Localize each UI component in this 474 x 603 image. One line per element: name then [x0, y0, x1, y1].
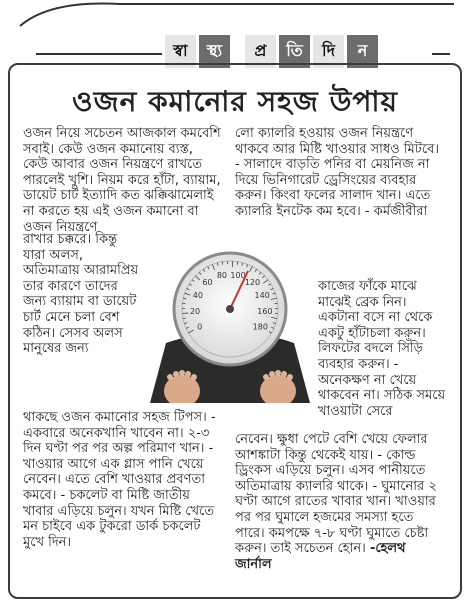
- header-curve: [0, 0, 474, 30]
- dial-number: 180: [252, 322, 268, 332]
- dial-number: 60: [202, 278, 213, 288]
- bathroom-scale-photo: [144, 251, 316, 403]
- article-text-right-bottom: [235, 432, 445, 572]
- dial-number: 20: [189, 307, 201, 317]
- header-letter-5: দি: [313, 35, 344, 68]
- article-source: -হেলথ জার্নাল: [235, 541, 406, 572]
- dial-number: 140: [254, 291, 270, 301]
- dial-number: 80: [216, 270, 228, 280]
- dial-number: 160: [257, 307, 273, 317]
- left-foot: [164, 370, 200, 403]
- dial-number: 0: [197, 322, 203, 332]
- header-letter-2: স্থ্য: [199, 35, 230, 68]
- dial-number: 100: [230, 270, 246, 280]
- article-text-right-narrow: কাজের ফাঁকে মাঝে মাঝেই ব্রেক নিন। একটানা বসে না থেকে একটু হাঁটাচলা করুন। লিফটের বদলে সিঁড়ি ব্যবহার করুন। - অনেকক্ষণ না খেয়ে থাকবেন না। সঠিক সময়ে খাওয়াটা সেরে: [318, 279, 446, 419]
- header-letter-3: প্র: [245, 35, 276, 68]
- article-text-right-bottom-body: নেবেন। ক্ষুধা পেটে বেশি খেয়ে ফেলার আশঙ্কাটা কিন্তু থেকেই যায়। - কোল্ড ড্রিংকস এড়িয়ে চলুন। এসব পানীয়তে অতিমাত্রায় ক্যালরি থাকে। - ঘুমানোর ২ ঘণ্টা আগে রাতের খাবার খান। খাওয়ার পর পর ঘুমালে হজমের সমস্যা হতে পারে। কমপক্ষে ৭-৮ ঘণ্টা ঘুমাতে চেষ্টা করুন। তাই সচেতন হোন।: [235, 432, 437, 557]
- header-letter-4: তি: [279, 35, 310, 68]
- header-rule-left: [36, 53, 162, 55]
- dial-number: 40: [192, 291, 203, 301]
- dial-number: 120: [244, 278, 261, 288]
- article-text-left-top: ওজন নিয়ে সচেতন আজকাল কমবেশি সবাই। কেউ ওজন কমানোয় ব্যস্ত, কেউ আবার ওজন নিয়ন্ত্রণে রাখতে পারলেই খুশি। নিয়ম করে হাঁটা, ব্যায়াম, ডায়েট চার্ট ইত্যাদি কত ঝক্কিঝামেলাই না করতে হয় এই ওজন কমানো বা ওজন নিয়ন্ত্রণে: [23, 126, 221, 235]
- header-letter-1: স্বা: [165, 35, 196, 68]
- article-text-left-bottom: থাকছে ওজন কমানোর সহজ টিপস। - একবারে অনেকখানি খাবেন না। ২-৩ দিন ঘণ্টা পর পর অল্প পরিমাণ খান। - খাওয়ার আগে এক গ্লাস পানি খেয়ে নেবেন। এতে বেশি খাওয়ার প্রবণতা কমবে। - চকলেট বা মিষ্টি জাতীয় খাবার এড়িয়ে চলুন। যখন মিষ্টি খেতে মন চাইবে এক টুকরো ডার্ক চকলেট মুখে দিন।: [23, 410, 216, 550]
- header-rule-right: [432, 53, 450, 55]
- right-foot: [260, 370, 296, 403]
- dial-tick: [182, 313, 188, 314]
- article-headline: ওজন কমানোর সহজ উপায়: [71, 85, 399, 118]
- header-letter-6: ন: [347, 35, 378, 68]
- article-text-right-top: লো ক্যালরি হওয়ায় ওজন নিয়ন্ত্রণে থাকবে আর মিষ্টি খাওয়ার সাধও মিটবে। - সালাদে বাড়তি পনির বা মেয়নিজ না দিয়ে ভিনিগারেট ড্রেসিংয়ের ব্যবহার করুন। কিংবা ফলের সালাদ খান। এতে ক্যালরি ইনটেক কম হবে। - কর্মজীবীরা: [235, 126, 439, 219]
- article-text-left-narrow: রাখার চক্করে। কিন্তু যারা অলস, অতিমাত্রায় আরামপ্রিয় তার কারণে তাদের জন্য ব্যায়াম বা ডায়েট চার্ট মেনে চলা বেশ কঠিন। সেসব অলস মানুষের জন্য: [23, 232, 139, 357]
